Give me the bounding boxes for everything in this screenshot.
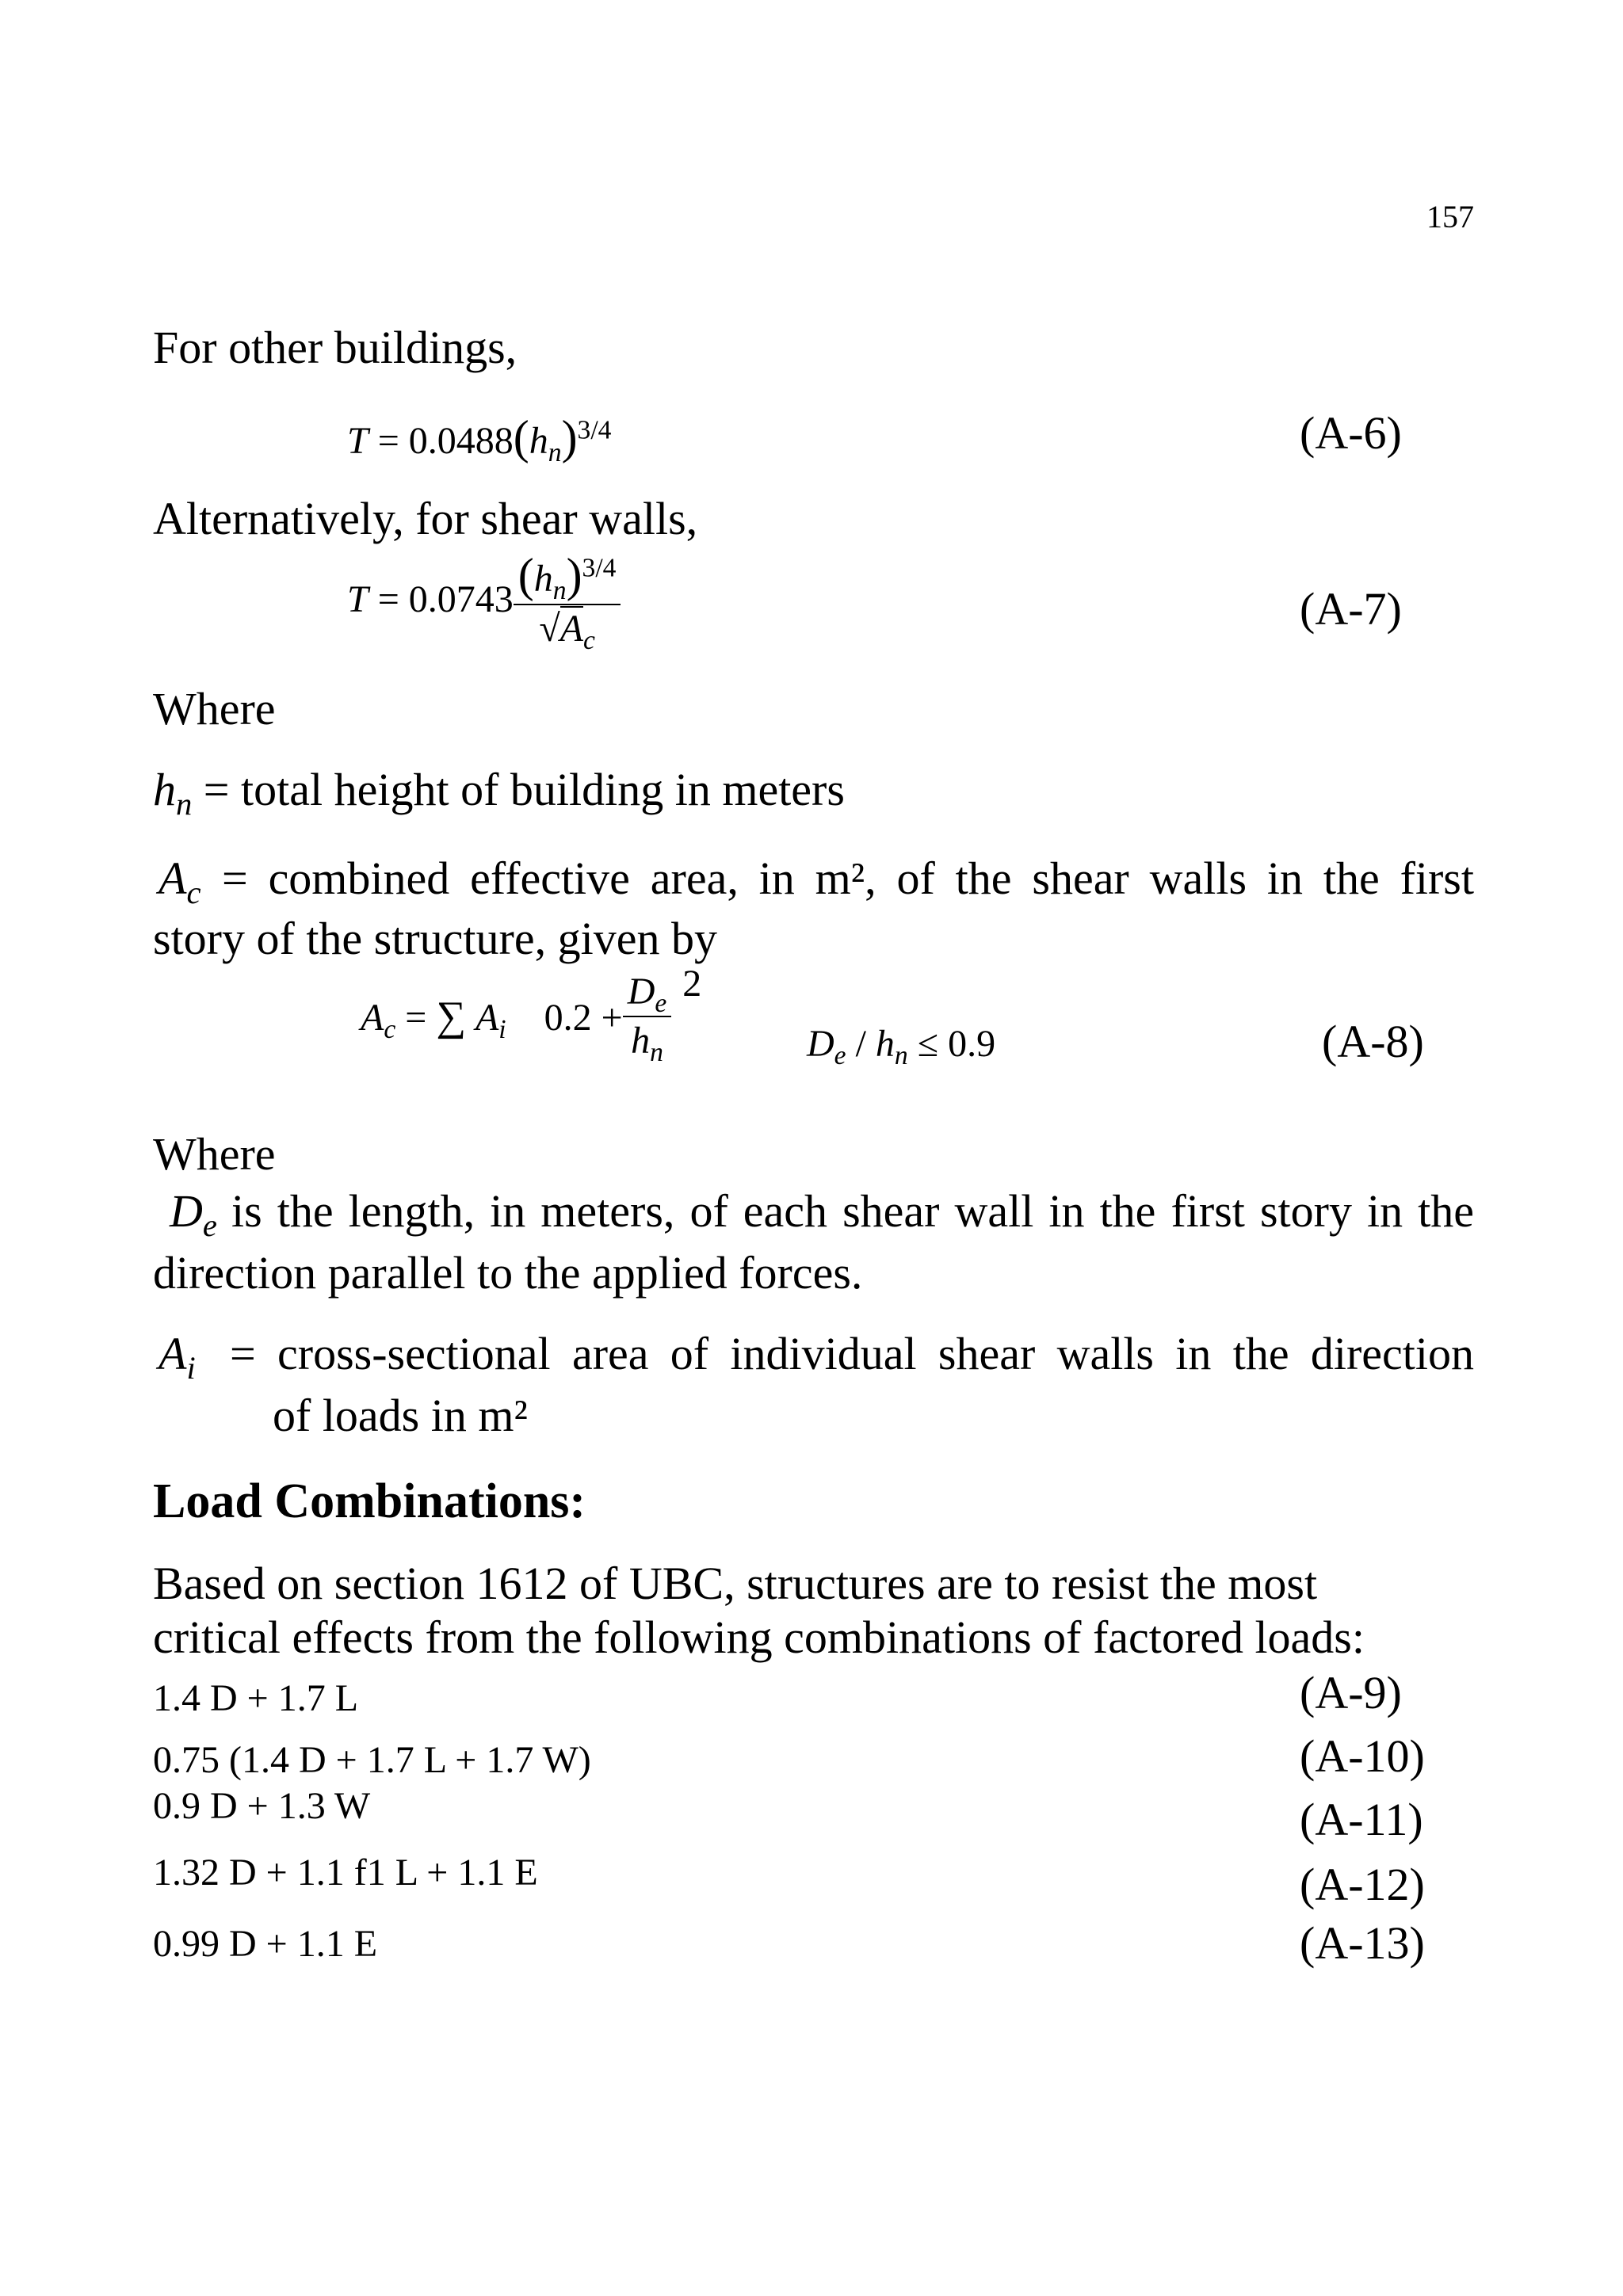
combo-tag: (A-13) bbox=[1300, 1917, 1425, 1969]
eq8-power: 2 bbox=[682, 963, 702, 1005]
eq6-exp: 3/4 bbox=[577, 415, 612, 445]
definition-ac bbox=[158, 852, 1474, 911]
ac-sub: c bbox=[186, 875, 201, 911]
definition-de bbox=[170, 1185, 1474, 1244]
eq6-equals: = bbox=[368, 420, 409, 462]
combo-expression: 0.99 D + 1.1 E bbox=[153, 1923, 378, 1965]
ac-text-line1: = combined effective area, in m², of the shear walls in the first bbox=[222, 852, 1474, 904]
eq8-num-sub: e bbox=[655, 989, 667, 1019]
ai-sub: i bbox=[186, 1350, 196, 1386]
eq6-sub: n bbox=[548, 438, 562, 468]
equation-a6: $T = 0.0488(h_n)^{3/4}$ bbox=[347, 411, 612, 468]
eq6-var: h bbox=[529, 420, 548, 462]
combo-tag: (A-12) bbox=[1300, 1859, 1425, 1910]
eq8-den-sub: n bbox=[650, 1038, 663, 1068]
eq8-cond-a: D bbox=[807, 1023, 834, 1065]
equation-a7 bbox=[347, 549, 621, 656]
eq7-fraction: $\frac{(h_n)^{3/4}}{√A_c}$ bbox=[514, 551, 621, 648]
eq6-coef: 0.0488 bbox=[408, 420, 514, 462]
de-sub: e bbox=[202, 1207, 217, 1244]
sqrt-icon: √ bbox=[539, 608, 560, 650]
intro-other-buildings: For other buildings, bbox=[153, 322, 517, 373]
where-label-1: Where bbox=[153, 683, 276, 734]
ai-text-line2: of loads in m² bbox=[273, 1390, 528, 1441]
summation-icon: ∑ bbox=[436, 993, 466, 1039]
eq7-equals: = bbox=[368, 578, 409, 620]
eq7-num-sub: n bbox=[552, 576, 567, 606]
eq7-coef: 0.0743 bbox=[408, 578, 514, 620]
eq8-condition bbox=[807, 1023, 996, 1071]
combo-expression: 1.32 D + 1.1 f1 L + 1.1 E bbox=[153, 1852, 538, 1894]
eq7-lhs: T bbox=[347, 578, 369, 620]
combo-expression: 0.9 D + 1.3 W bbox=[153, 1785, 371, 1827]
eq8-lhs: A bbox=[361, 996, 384, 1039]
de-text-line2: direction parallel to the applied forces. bbox=[153, 1247, 863, 1299]
eq7-den-var: A bbox=[559, 608, 583, 650]
ac-symbol: A bbox=[158, 852, 187, 904]
eq8-den: h bbox=[631, 1020, 651, 1062]
eq8-cond-rest: ≤ 0.9 bbox=[907, 1023, 996, 1065]
eq8-cond-b: h bbox=[875, 1023, 895, 1065]
combo-expression: 0.75 (1.4 D + 1.7 L + 1.7 W) bbox=[153, 1739, 591, 1781]
eq7-exp: 3/4 bbox=[582, 553, 617, 583]
intro-shear-walls: Alternatively, for shear walls, bbox=[153, 493, 698, 544]
eq8-term: 0.2 + bbox=[544, 996, 623, 1039]
definition-hn bbox=[153, 764, 845, 822]
eq6-tag: (A-6) bbox=[1300, 407, 1402, 459]
eq8-fraction bbox=[623, 971, 672, 1068]
definition-ai bbox=[158, 1328, 1474, 1386]
combo-tag: (A-11) bbox=[1300, 1794, 1423, 1845]
eq8-ai: A bbox=[475, 996, 499, 1039]
eq8-lhs-sub: c bbox=[384, 1014, 396, 1044]
eq7-num-var: h bbox=[533, 558, 553, 600]
body-line-1: Based on section 1612 of UBC, structures are to resist the most bbox=[153, 1558, 1318, 1609]
eq8-cond-a-sub: e bbox=[834, 1041, 846, 1071]
ai-symbol: A bbox=[158, 1328, 187, 1379]
page-number: 157 bbox=[1426, 199, 1474, 235]
combo-expression: 1.4 D + 1.7 L bbox=[153, 1677, 359, 1719]
eq8-num: D bbox=[627, 971, 655, 1013]
eq8-ai-sub: i bbox=[498, 1014, 506, 1044]
combo-tag: (A-10) bbox=[1300, 1730, 1425, 1782]
eq6-lhs: T bbox=[347, 420, 369, 462]
hn-symbol: h bbox=[153, 764, 176, 815]
body-line-2: critical effects from the following combinations of factored loads: bbox=[153, 1611, 1365, 1663]
hn-sub: n bbox=[176, 786, 193, 822]
hn-text: = total height of building in meters bbox=[192, 764, 845, 815]
ac-text-line2: story of the structure, given by bbox=[153, 913, 717, 964]
de-symbol: D bbox=[170, 1185, 203, 1237]
eq7-tag: (A-7) bbox=[1300, 583, 1402, 635]
combo-tag: (A-9) bbox=[1300, 1667, 1402, 1718]
equation-a8 bbox=[361, 963, 702, 1068]
eq8-cond-b-sub: n bbox=[894, 1041, 908, 1071]
section-heading: Load Combinations: bbox=[153, 1474, 586, 1528]
eq8-tag: (A-8) bbox=[1322, 1016, 1424, 1067]
de-text-line1: is the length, in meters, of each shear wall in the first story in the bbox=[231, 1185, 1474, 1237]
eq8-cond-slash: / bbox=[846, 1023, 876, 1065]
eq7-den-sub: c bbox=[583, 626, 595, 656]
where-label-2: Where bbox=[153, 1128, 276, 1180]
eq8-equals: = bbox=[395, 996, 437, 1039]
ai-text-line1: = cross-sectional area of individual shear walls in the direction bbox=[230, 1328, 1474, 1379]
